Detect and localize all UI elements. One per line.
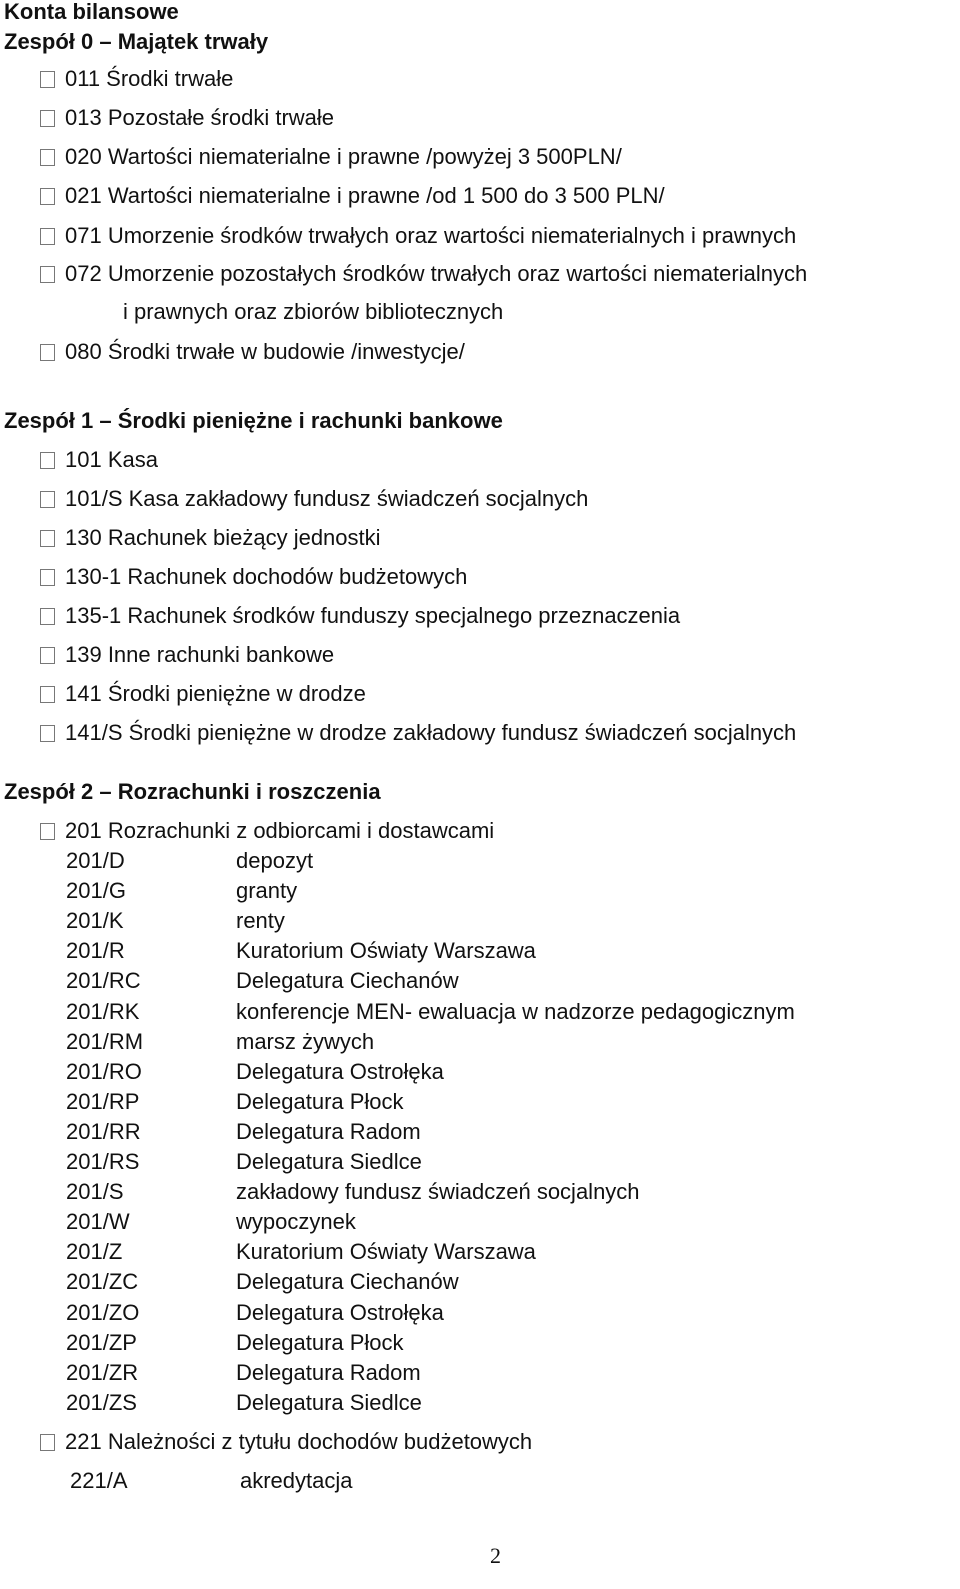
checkbox-glyph-icon (40, 569, 55, 586)
subaccount-desc: Delegatura Płock (236, 1330, 404, 1355)
list-item: 141 Środki pieniężne w drodze (40, 681, 366, 707)
group-heading-2: Zespół 2 – Rozrachunki i roszczenia (4, 779, 381, 804)
subaccount-code: 201/RS (66, 1149, 140, 1174)
group-heading-0: Zespół 0 – Majątek trwały (4, 29, 269, 54)
list-item: 101 Kasa (40, 447, 158, 473)
subaccount-code: 201/RC (66, 968, 141, 993)
list-item: 013 Pozostałe środki trwałe (40, 105, 334, 131)
subaccount-code: 201/RM (66, 1029, 144, 1054)
checkbox-glyph-icon (40, 452, 55, 469)
page-number: 2 (490, 1543, 501, 1568)
subaccount-code: 201/RP (66, 1089, 140, 1114)
subaccount-desc: Delegatura Radom (236, 1119, 421, 1144)
subaccount-code: 201/RO (66, 1059, 142, 1084)
subaccount-desc: Delegatura Ciechanów (236, 968, 459, 993)
checkbox-glyph-icon (40, 149, 55, 166)
subaccount-desc: Delegatura Płock (236, 1089, 404, 1114)
list-item: 020 Wartości niematerialne i prawne /powyżej 3 500PLN/ (40, 144, 622, 170)
subaccount-code: 201/ZC (66, 1269, 139, 1294)
checkbox-glyph-icon (40, 491, 55, 508)
checkbox-glyph-icon (40, 266, 55, 283)
list-item: 135-1 Rachunek środków funduszy specjalnego przeznaczenia (40, 603, 680, 629)
subaccount-code: 201/RK (66, 999, 140, 1024)
subaccount-code: 201/ZO (66, 1300, 140, 1325)
checkbox-glyph-icon (40, 344, 55, 361)
subaccount-desc: Kuratorium Oświaty Warszawa (236, 938, 536, 963)
list-item: 071 Umorzenie środków trwałych oraz wartości niematerialnych i prawnych (40, 223, 796, 249)
subaccount-desc: Kuratorium Oświaty Warszawa (236, 1239, 536, 1264)
subaccount-desc: depozyt (236, 848, 314, 873)
list-item: 130 Rachunek bieżący jednostki (40, 525, 381, 551)
checkbox-glyph-icon (40, 110, 55, 127)
list-item: 221 Należności z tytułu dochodów budżetowych (40, 1429, 532, 1455)
subaccount-code: 201/K (66, 908, 124, 933)
subaccount-desc: konferencje MEN- ewaluacja w nadzorze pedagogicznym (236, 999, 795, 1024)
checkbox-glyph-icon (40, 530, 55, 547)
list-item: 201 Rozrachunki z odbiorcami i dostawcami (40, 818, 494, 844)
checkbox-glyph-icon (40, 228, 55, 245)
subaccount-desc: Delegatura Radom (236, 1360, 421, 1385)
group-heading-1: Zespół 1 – Środki pieniężne i rachunki bankowe (4, 408, 503, 433)
subaccount-code: 201/RR (66, 1119, 141, 1144)
subaccount-desc: Delegatura Siedlce (236, 1149, 422, 1174)
document-title: Konta bilansowe (4, 0, 179, 24)
subaccount-code: 201/Z (66, 1239, 123, 1264)
subaccount-desc: wypoczynek (236, 1209, 356, 1234)
subaccount-code: 201/ZR (66, 1360, 139, 1385)
list-item: 072 Umorzenie pozostałych środków trwałych oraz wartości niematerialnych (40, 261, 807, 287)
checkbox-glyph-icon (40, 725, 55, 742)
subaccount-desc: Delegatura Ostrołęka (236, 1059, 444, 1084)
list-item: 139 Inne rachunki bankowe (40, 642, 334, 668)
subaccount-desc: granty (236, 878, 298, 903)
subaccount-desc: Delegatura Ostrołęka (236, 1300, 444, 1325)
checkbox-glyph-icon (40, 188, 55, 205)
subaccount-desc: zakładowy fundusz świadczeń socjalnych (236, 1179, 640, 1204)
list-item-continuation: i prawnych oraz zbiorów bibliotecznych (123, 299, 504, 324)
checkbox-glyph-icon (40, 71, 55, 88)
checkbox-glyph-icon (40, 1434, 55, 1451)
checkbox-glyph-icon (40, 647, 55, 664)
list-item: 080 Środki trwałe w budowie /inwestycje/ (40, 339, 465, 365)
list-item: 011 Środki trwałe (40, 66, 233, 92)
checkbox-glyph-icon (40, 608, 55, 625)
subaccount-code: 201/R (66, 938, 125, 963)
subaccount-code: 201/G (66, 878, 126, 903)
list-item: 141/S Środki pieniężne w drodze zakładowy fundusz świadczeń socjalnych (40, 720, 796, 746)
subaccount-code: 201/W (66, 1209, 130, 1234)
checkbox-glyph-icon (40, 686, 55, 703)
list-item: 130-1 Rachunek dochodów budżetowych (40, 564, 467, 590)
checkbox-glyph-icon (40, 823, 55, 840)
subaccount-desc: renty (236, 908, 285, 933)
list-item: 021 Wartości niematerialne i prawne /od 1 500 do 3 500 PLN/ (40, 183, 665, 209)
subaccount-desc: akredytacja (240, 1468, 353, 1493)
subaccount-code: 201/ZS (66, 1390, 137, 1415)
subaccount-desc: marsz żywych (236, 1029, 375, 1054)
list-item: 101/S Kasa zakładowy fundusz świadczeń socjalnych (40, 486, 588, 512)
subaccount-code: 221/A (70, 1468, 128, 1493)
subaccount-code: 201/D (66, 848, 125, 873)
subaccount-desc: Delegatura Ciechanów (236, 1269, 459, 1294)
subaccount-desc: Delegatura Siedlce (236, 1390, 422, 1415)
subaccount-code: 201/S (66, 1179, 124, 1204)
subaccount-code: 201/ZP (66, 1330, 137, 1355)
